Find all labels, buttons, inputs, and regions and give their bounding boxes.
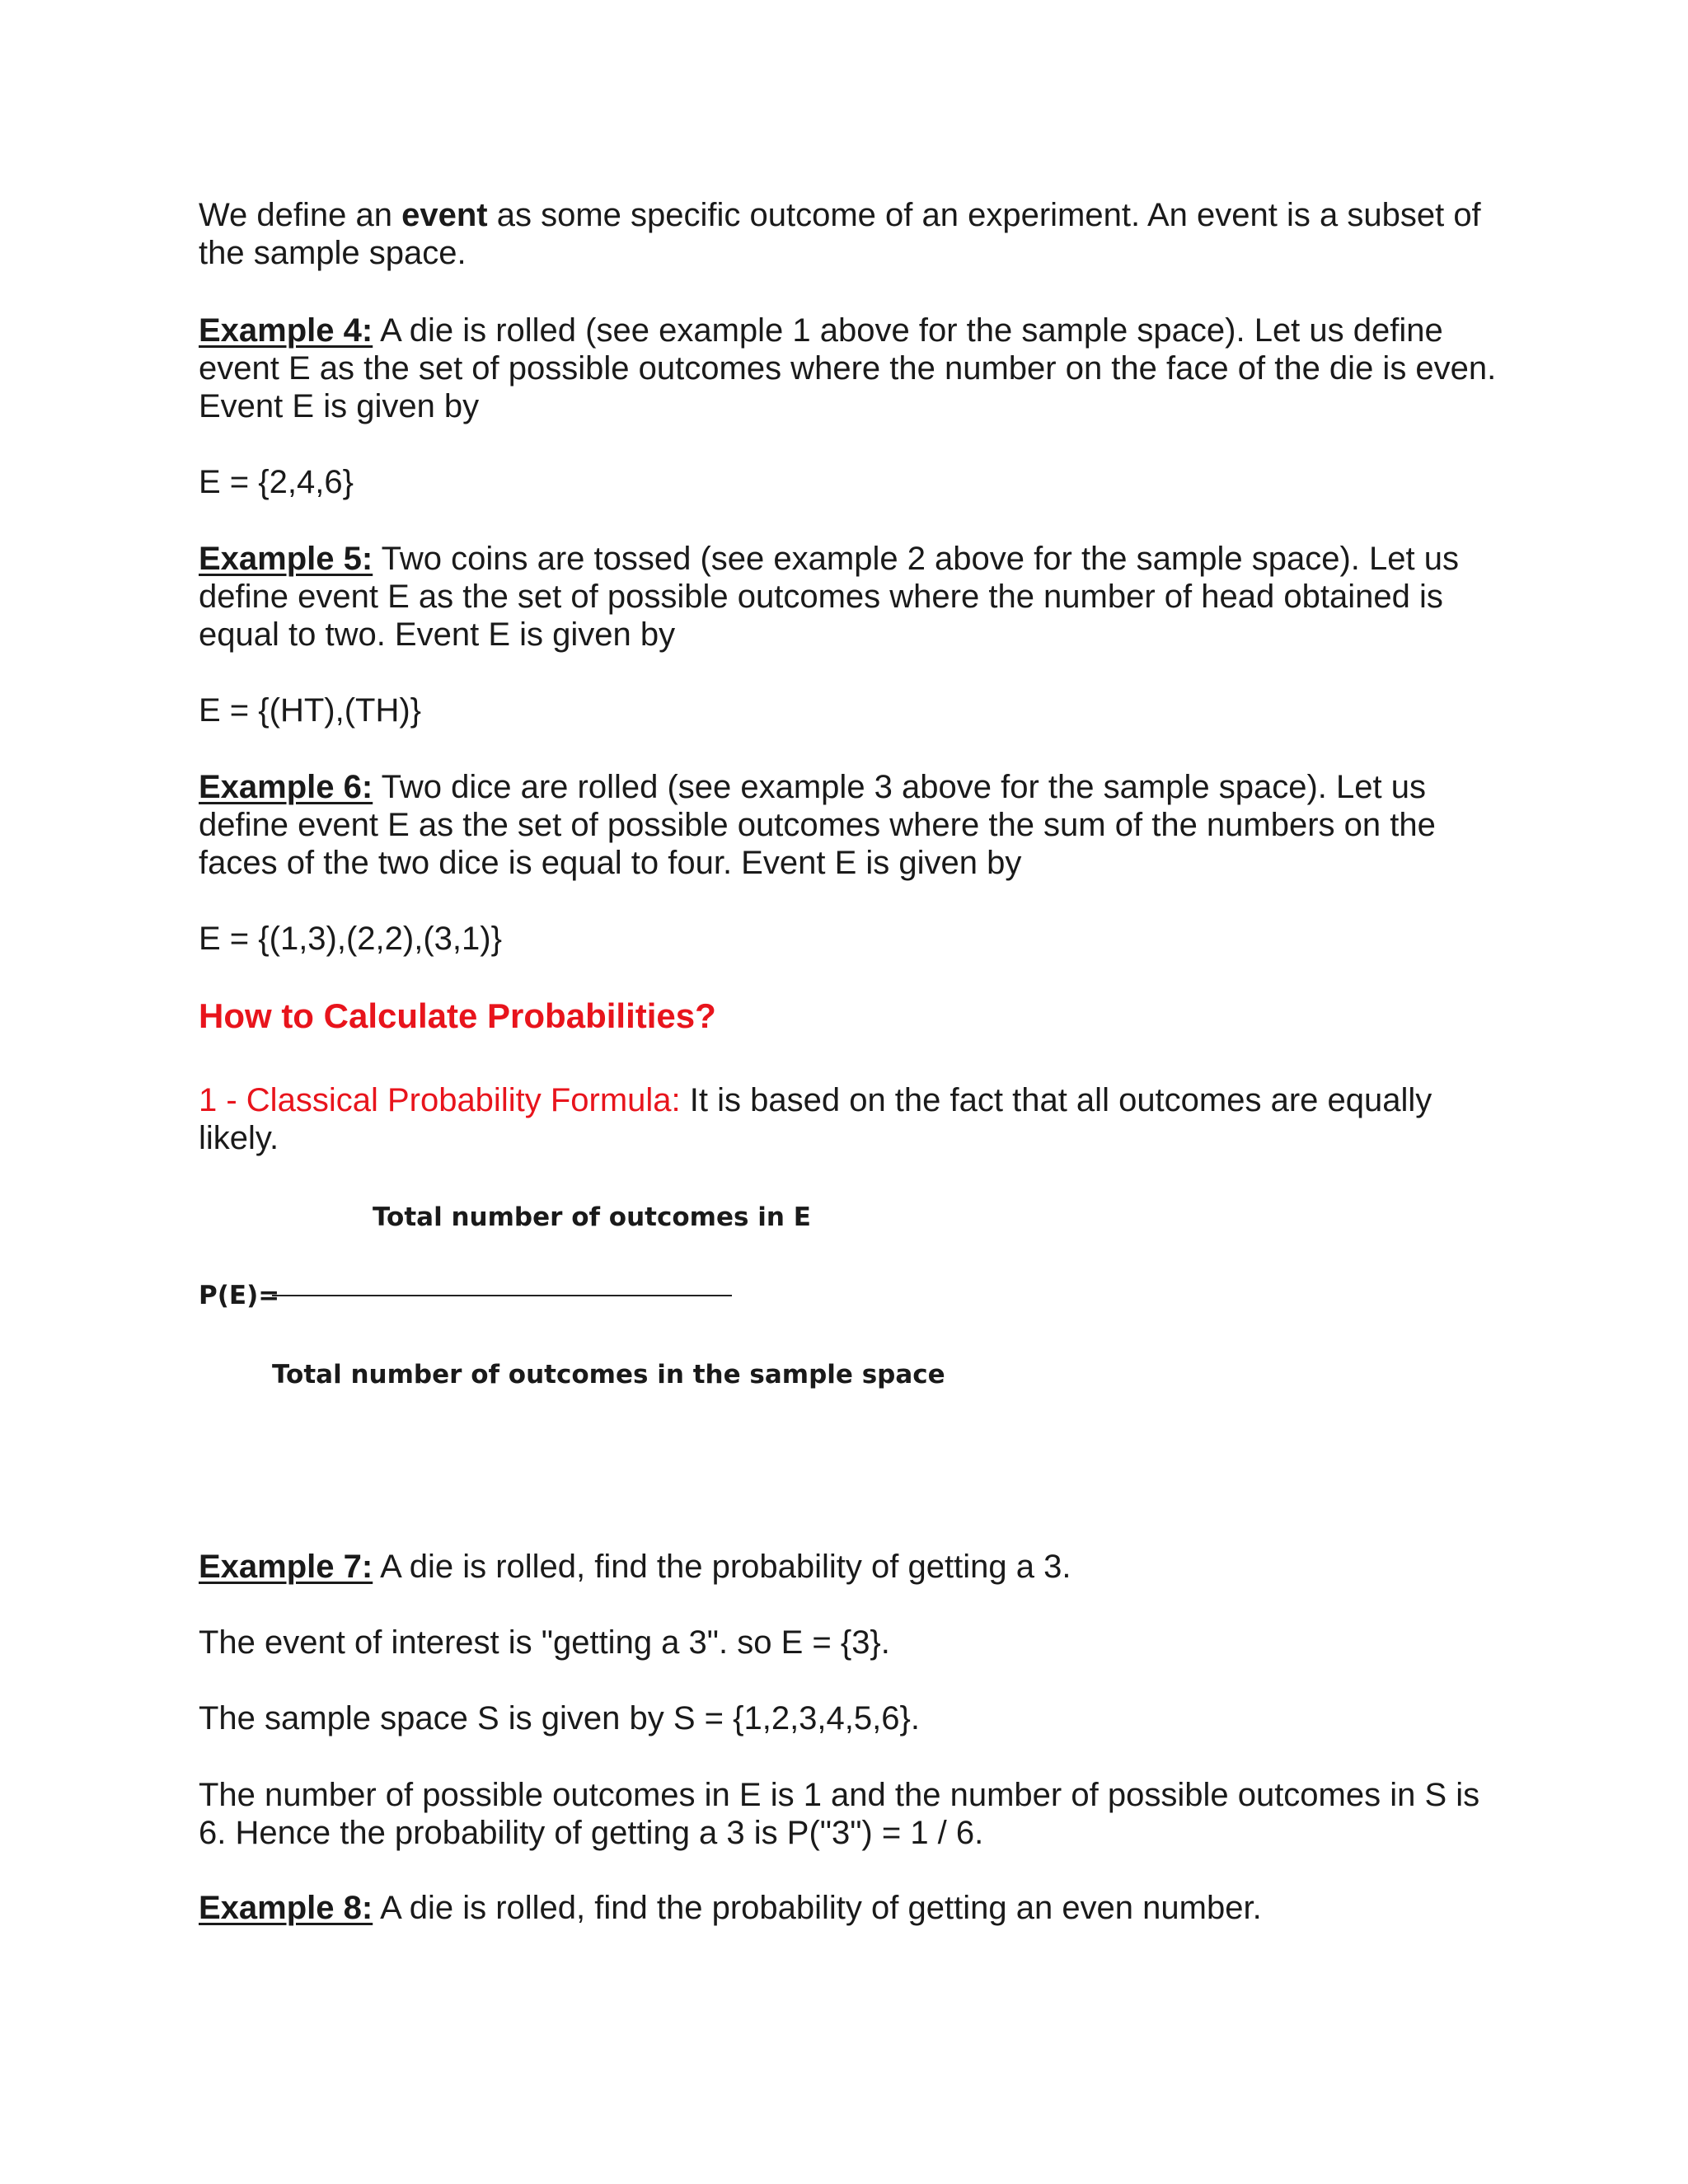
example4-set: E = {2,4,6} — [199, 464, 354, 500]
classical-formula-label: 1 - Classical Probability Formula: — [199, 1082, 681, 1118]
example7-paragraph — [199, 1548, 1501, 1586]
example4-text: A die is rolled (see example 1 above for the sample space). Let us define event E as the set of possible outcomes where the number on the face of the die is even. Event E is given by — [199, 312, 1497, 424]
example8-paragraph — [199, 1889, 1501, 1927]
example7-line2: The sample space S is given by S = {1,2,3,4,5,6}. — [199, 1700, 920, 1736]
example6-text: Two dice are rolled (see example 3 above for the sample space). Let us define event E as the set of possible outcomes where the sum of the numbers on the faces of the two dice is equal to four. Event E is given by — [199, 769, 1436, 881]
example6-label: Example 6: — [199, 769, 373, 805]
formula-denominator: Total number of outcomes in the sample space — [272, 1360, 945, 1390]
example6-set: E = {(1,3),(2,2),(3,1)} — [199, 921, 502, 957]
intro-pre: We define an — [199, 197, 402, 233]
fraction-bar — [272, 1295, 732, 1296]
example7-label: Example 7: — [199, 1549, 373, 1585]
example7-line3: The number of possible outcomes in E is 1 and the number of possible outcomes in S is 6. Hence the probability of getting a 3 is P("3") = 1 / 6. — [199, 1777, 1480, 1851]
example7-text: A die is rolled, find the probability of getting a 3. — [373, 1549, 1071, 1585]
intro-post: as some specific outcome of an experiment. An event is a subset of the sample space. — [199, 197, 1481, 271]
example4-paragraph — [199, 312, 1501, 425]
classical-formula-text: It is based on the fact that all outcomes are equally likely. — [199, 1082, 1432, 1156]
classical-formula-paragraph — [199, 1081, 1501, 1157]
example5-paragraph — [199, 540, 1501, 654]
example7-line1: The event of interest is "getting a 3". so E = {3}. — [199, 1624, 890, 1661]
example5-text: Two coins are tossed (see example 2 above for the sample space). Let us define event E as the set of possible outcomes where the number of head obtained is equal to two. Event E is given by — [199, 541, 1459, 653]
example8-label: Example 8: — [199, 1890, 373, 1926]
example5-label: Example 5: — [199, 541, 373, 577]
formula-numerator: Total number of outcomes in E — [373, 1202, 811, 1232]
intro-paragraph — [199, 196, 1501, 272]
example8-text: A die is rolled, find the probability of getting an even number. — [373, 1890, 1262, 1926]
example4-label: Example 4: — [199, 312, 373, 349]
intro-term-event: event — [401, 197, 488, 233]
formula-lhs: P(E)= — [199, 1281, 280, 1310]
example5-set: E = {(HT),(TH)} — [199, 692, 422, 729]
example6-paragraph — [199, 768, 1501, 882]
section-heading: How to Calculate Probabilities? — [199, 996, 716, 1035]
